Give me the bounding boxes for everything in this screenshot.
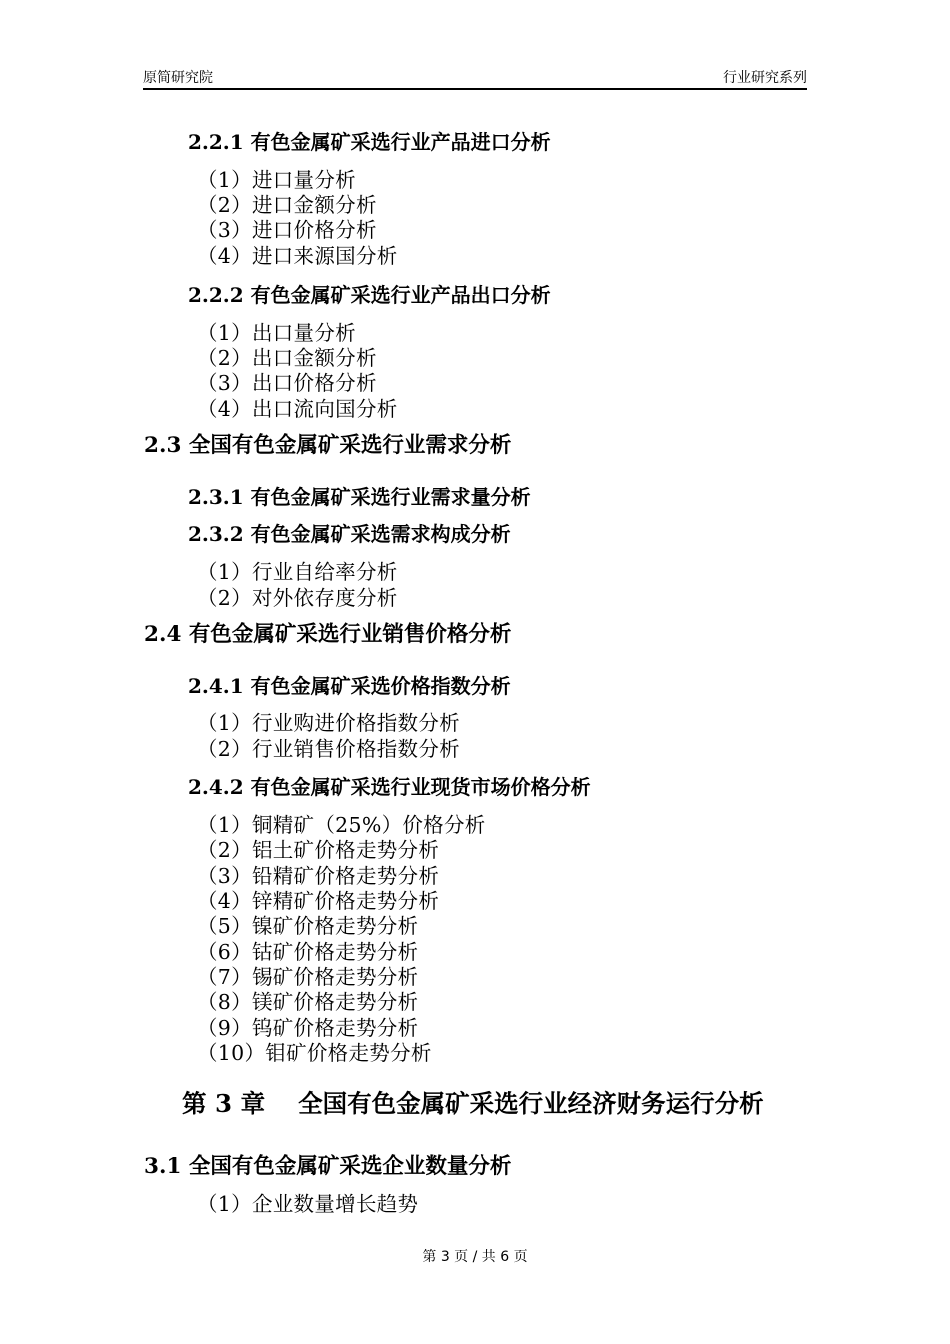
list-item: （1）进口量分析 <box>197 168 356 192</box>
heading-2-3: 2.3 全国有色金属矿采选行业需求分析 <box>144 433 512 458</box>
list-item: （7）锡矿价格走势分析 <box>197 965 419 989</box>
list-item: （2）铝土矿价格走势分析 <box>197 838 440 862</box>
heading-2-4-1: 2.4.1 有色金属矿采选价格指数分析 <box>188 674 511 698</box>
list-item: （1）企业数量增长趋势 <box>197 1192 419 1216</box>
header-series: 行业研究系列 <box>723 70 807 86</box>
page-number: 第 3 页 / 共 6 页 <box>422 1249 528 1265</box>
heading-2-2-1: 2.2.1 有色金属矿采选行业产品进口分析 <box>188 130 551 154</box>
list-item: （6）钴矿价格走势分析 <box>197 940 419 964</box>
heading-2-4: 2.4 有色金属矿采选行业销售价格分析 <box>144 622 512 647</box>
heading-2-2-2: 2.2.2 有色金属矿采选行业产品出口分析 <box>188 283 551 307</box>
chapter-3-title: 第 3 章 全国有色金属矿采选行业经济财务运行分析 <box>182 1089 764 1118</box>
list-item: （4）进口来源国分析 <box>197 244 398 268</box>
heading-2-3-2: 2.3.2 有色金属矿采选需求构成分析 <box>188 522 511 546</box>
list-item: （4）锌精矿价格走势分析 <box>197 889 440 913</box>
heading-2-3-1: 2.3.1 有色金属矿采选行业需求量分析 <box>188 485 531 509</box>
list-item: （4）出口流向国分析 <box>197 397 398 421</box>
header-publisher: 原简研究院 <box>143 70 213 86</box>
list-item: （2）进口金额分析 <box>197 193 377 217</box>
list-item: （8）镁矿价格走势分析 <box>197 990 419 1014</box>
list-item: （9）钨矿价格走势分析 <box>197 1016 419 1040</box>
list-item: （3）出口价格分析 <box>197 371 377 395</box>
heading-2-4-2: 2.4.2 有色金属矿采选行业现货市场价格分析 <box>188 775 591 799</box>
list-item: （1）出口量分析 <box>197 321 356 345</box>
list-item: （2）行业销售价格指数分析 <box>197 737 460 761</box>
list-item: （2）出口金额分析 <box>197 346 377 370</box>
list-item: （2）对外依存度分析 <box>197 586 398 610</box>
list-item: （5）镍矿价格走势分析 <box>197 914 419 938</box>
list-item: （1）行业自给率分析 <box>197 560 398 584</box>
list-item: （1）行业购进价格指数分析 <box>197 711 460 735</box>
list-item: （3）铅精矿价格走势分析 <box>197 864 440 888</box>
page-header <box>143 64 807 90</box>
list-item: （3）进口价格分析 <box>197 218 377 242</box>
list-item: （1）铜精矿（25%）价格分析 <box>197 813 486 837</box>
heading-3-1: 3.1 全国有色金属矿采选企业数量分析 <box>144 1154 512 1179</box>
list-item: （10）钼矿价格走势分析 <box>197 1041 432 1065</box>
